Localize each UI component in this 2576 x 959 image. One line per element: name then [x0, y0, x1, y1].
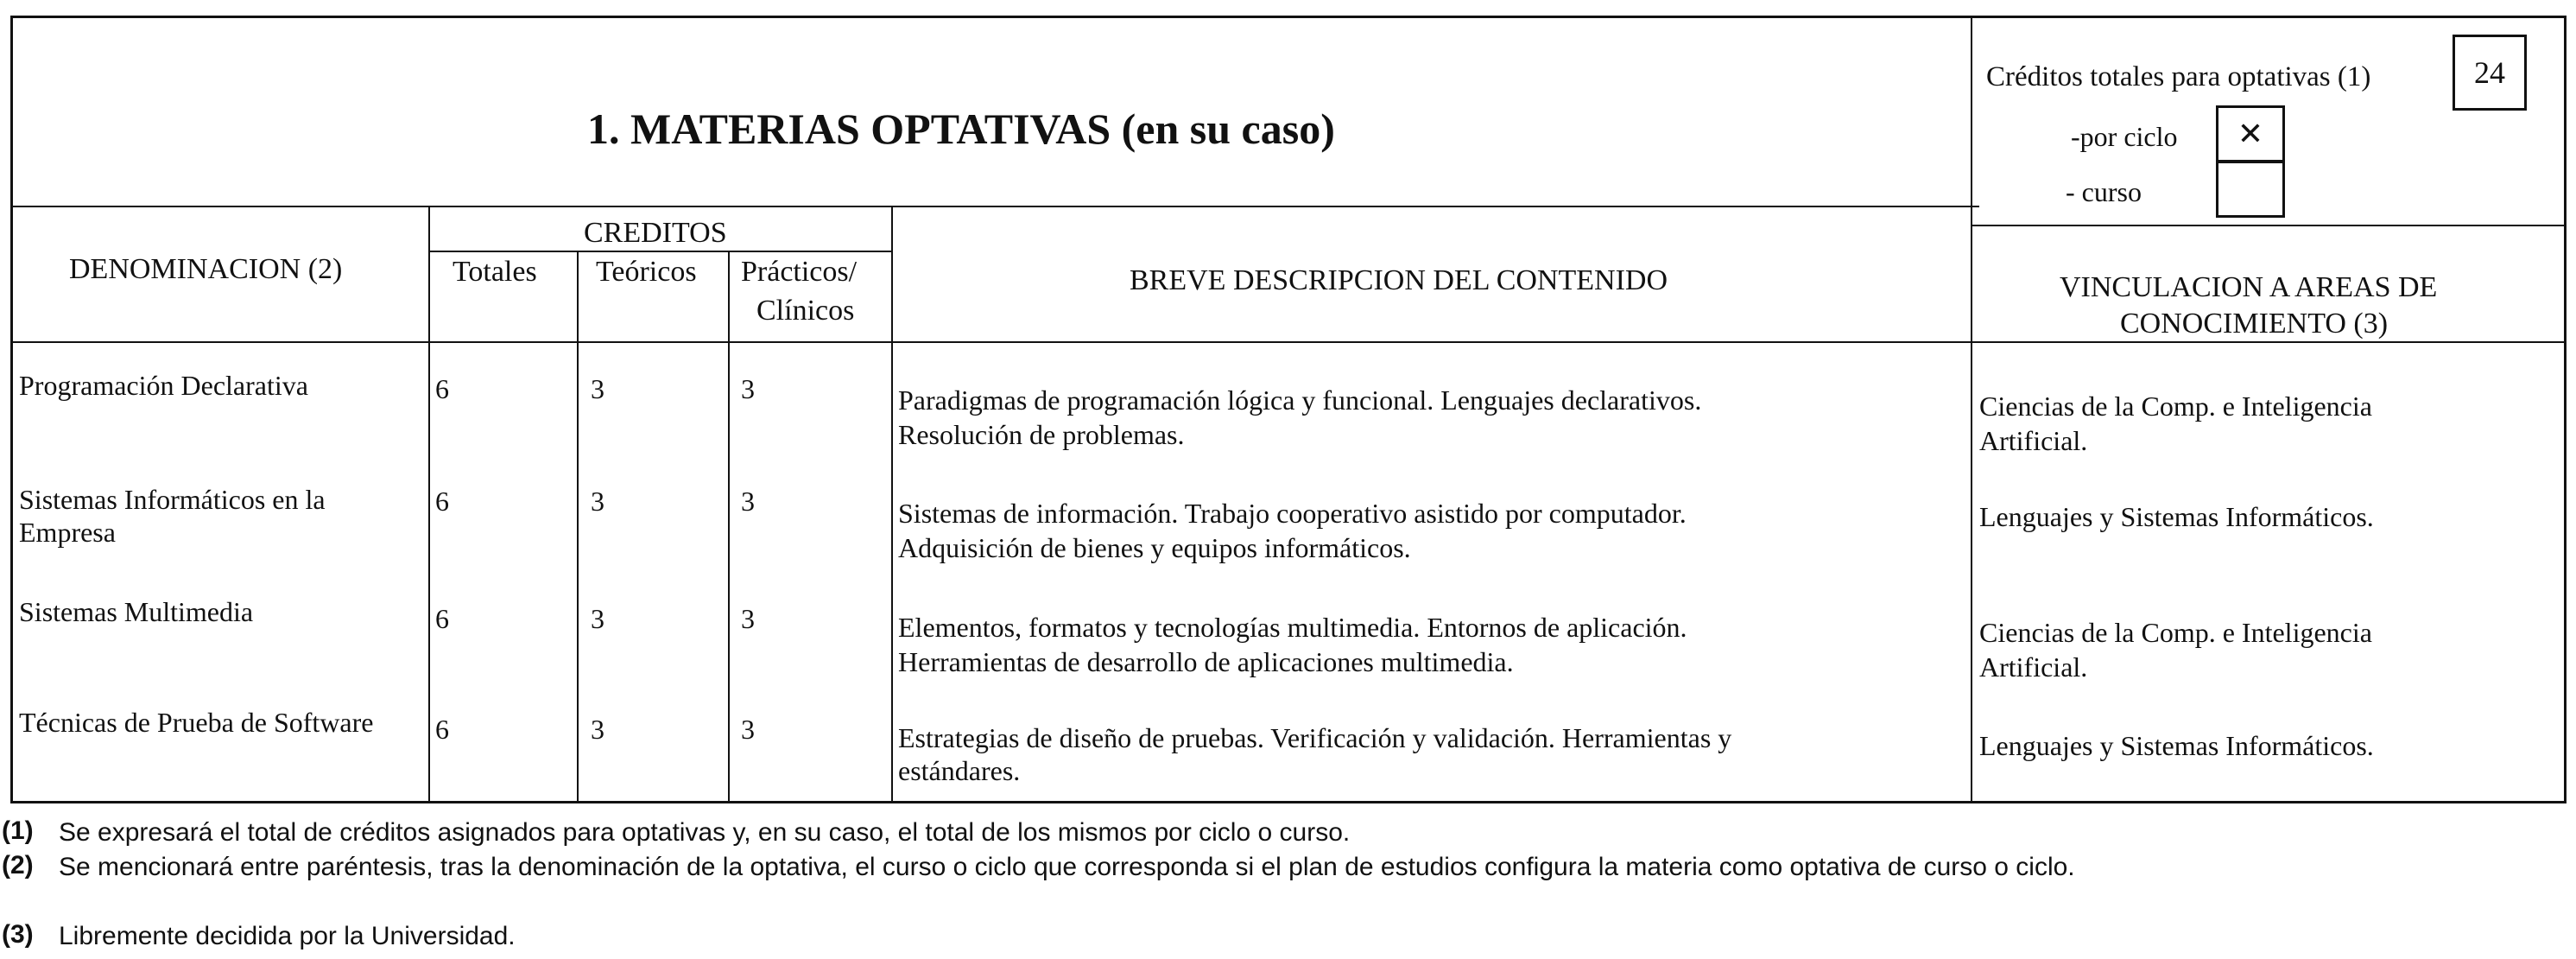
row-totales: 6	[435, 486, 449, 517]
col-divider-totales	[428, 206, 430, 803]
row-name: Programación Declarativa	[19, 370, 308, 401]
header-divider	[10, 206, 1979, 207]
row-desc-line2: Adquisición de bienes y equipos informáticos.	[898, 532, 1411, 563]
header-denominacion: DENOMINACION (2)	[69, 253, 343, 285]
row-area-line1: Ciencias de la Comp. e Inteligencia	[1979, 391, 2372, 422]
footnote-number: (2)	[2, 851, 34, 880]
credits-box-divider	[1971, 225, 2567, 226]
curso-label: - curso	[2066, 176, 2142, 207]
col-divider-teoricos	[577, 251, 579, 803]
row-area-line1: Ciencias de la Comp. e Inteligencia	[1979, 617, 2372, 648]
row-name: Sistemas Multimedia	[19, 596, 254, 627]
header-vinculacion-line2: CONOCIMIENTO (3)	[2120, 308, 2389, 340]
row-teoricos: 3	[591, 486, 604, 517]
row-teoricos: 3	[591, 373, 604, 404]
column-header-divider	[10, 341, 2567, 343]
credits-total-value: 24	[2474, 55, 2505, 90]
row-practicos: 3	[741, 714, 755, 745]
header-practicos-line2: Clínicos	[756, 295, 855, 327]
row-teoricos: 3	[591, 603, 604, 634]
footnote-text: Se mencionará entre paréntesis, tras la denominación de la optativa, el curso o ciclo que corresponda si el plan de estudios configura la materia como optativa de curso o ciclo.	[59, 853, 2075, 881]
row-desc-line1: Sistemas de información. Trabajo cooperativo asistido por computador.	[898, 498, 1687, 529]
row-desc-line2: Herramientas de desarrollo de aplicaciones multimedia.	[898, 646, 1514, 677]
header-teoricos: Teóricos	[596, 256, 697, 288]
row-name: Técnicas de Prueba de Software	[19, 707, 374, 738]
col-divider-vinculacion	[1971, 16, 1972, 803]
col-divider-descripcion	[891, 206, 893, 803]
col-divider-practicos	[728, 251, 730, 803]
row-practicos: 3	[741, 373, 755, 404]
por-ciclo-box	[2216, 105, 2285, 162]
curso-box	[2216, 161, 2285, 218]
row-practicos: 3	[741, 486, 755, 517]
row-area-line1: Lenguajes y Sistemas Informáticos.	[1979, 730, 2374, 761]
row-totales: 6	[435, 714, 449, 745]
row-totales: 6	[435, 373, 449, 404]
row-name: Sistemas Informáticos en la Empresa	[19, 484, 326, 548]
row-practicos: 3	[741, 603, 755, 634]
header-totales: Totales	[453, 256, 537, 288]
header-vinculacion-line1: VINCULACION A AREAS DE	[2060, 271, 2438, 303]
creditos-subheader-divider	[428, 251, 891, 252]
credits-total-box	[2453, 35, 2527, 111]
page-title: 1. MATERIAS OPTATIVAS (en su caso)	[587, 105, 1335, 153]
header-descripcion: BREVE DESCRIPCION DEL CONTENIDO	[1130, 264, 1668, 296]
row-area-line2: Artificial.	[1979, 425, 2088, 456]
row-desc-line1: Elementos, formatos y tecnologías multimedia. Entornos de aplicación.	[898, 612, 1687, 643]
header-creditos: CREDITOS	[584, 217, 727, 249]
footnote-number: (3)	[2, 920, 34, 949]
row-desc-line2: estándares.	[898, 755, 1021, 786]
footnote-text: Se expresará el total de créditos asignados para optativas y, en su caso, el total de los mismos por ciclo o curso.	[59, 818, 1351, 847]
row-desc-line2: Resolución de problemas.	[898, 419, 1185, 450]
row-desc-line1: Paradigmas de programación lógica y funcional. Lenguajes declarativos.	[898, 384, 1702, 416]
header-practicos-line1: Prácticos/	[741, 256, 858, 288]
row-area-line1: Lenguajes y Sistemas Informáticos.	[1979, 501, 2374, 532]
row-desc-line1: Estrategias de diseño de pruebas. Verificación y validación. Herramientas y	[898, 722, 1732, 753]
row-area-line2: Artificial.	[1979, 651, 2088, 683]
footnote-number: (1)	[2, 816, 34, 845]
row-teoricos: 3	[591, 714, 604, 745]
row-totales: 6	[435, 603, 449, 634]
credits-total-label: Créditos totales para optativas (1)	[1986, 61, 2371, 92]
por-ciclo-check-icon: ✕	[2237, 117, 2264, 151]
footnote-text: Libremente decidida por la Universidad.	[59, 922, 516, 950]
por-ciclo-label: -por ciclo	[2071, 121, 2178, 152]
